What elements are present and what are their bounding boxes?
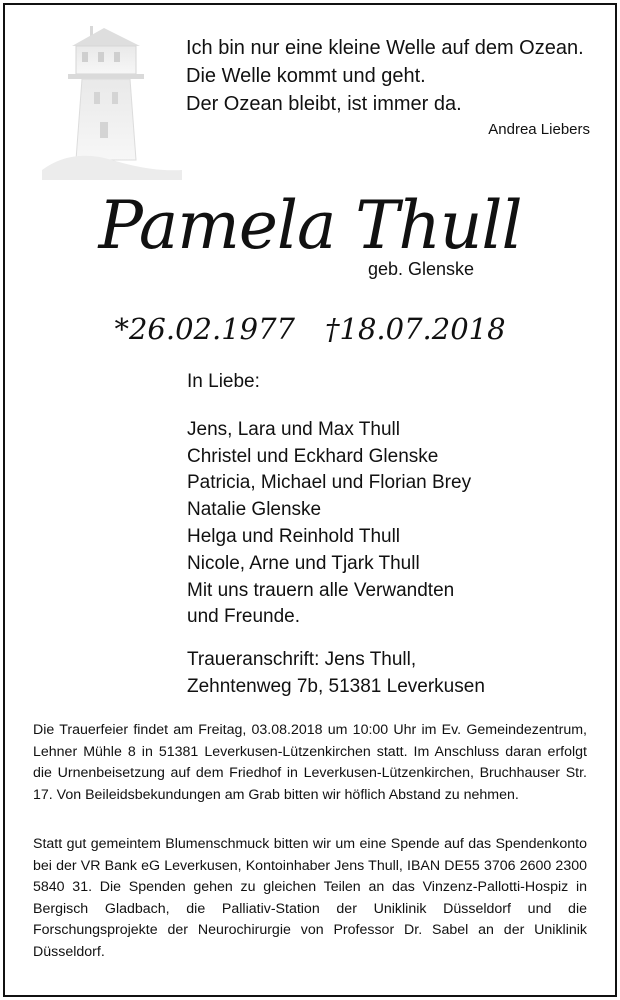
mourner-line: Nicole, Arne und Tjark Thull xyxy=(187,552,420,574)
death-date: †18.07.2018 xyxy=(325,312,506,346)
deceased-name: Pamela Thull xyxy=(98,187,522,264)
mourner-line: Patricia, Michael und Florian Brey xyxy=(187,472,472,494)
ceremony-notice: Die Trauerfeier findet am Freitag, 03.08.2018 um 10:00 Uhr im Ev. Gemeindezentrum, Lehner Mühle 8 in 51381 Leverkusen-Lützenkirchen statt. Im Anschluss daran erfolgt die Urnenbeisetzung auf dem Friedhof in Leverkusen-Lützenkirchen, Bruchhauser Str. 17. Von Beileidsbekundungen am Grab bitten wir höflich Abstand zu nehmen. xyxy=(33,722,587,803)
poem-quote xyxy=(186,34,596,118)
mourning-address xyxy=(187,647,485,701)
poem-line: Die Welle kommt und geht. xyxy=(186,65,426,87)
poem-author: Andrea Liebers xyxy=(488,121,590,138)
address-line: Traueranschrift: Jens Thull, xyxy=(187,649,417,670)
address-line: Zehntenweg 7b, 51381 Leverkusen xyxy=(187,675,485,697)
donation-notice: Statt gut gemeintem Blumenschmuck bitten wir um eine Spende auf das Spendenkonto bei der VR Bank eG Leverkusen, Kontoinhaber Jens Thull, IBAN DE55 3706 2600 2300 5840 31. Die Spenden gehen zu gleichen Teilen an das Vinzenz-Pallotti-Hospiz in Bergisch Gladbach, die Palliativ-Station der Uniklinik Düsseldorf und die Forschungsprojekte der Neurochirurgie von Professor Dr. Sabel an der Uniklinik Düsseldorf. xyxy=(33,836,587,960)
birth-date: *26.02.1977 xyxy=(114,312,295,346)
lighthouse-icon xyxy=(42,20,182,180)
poem-line: Der Ozean bleibt, ist immer da. xyxy=(186,93,462,115)
mourner-line: und Freunde. xyxy=(187,606,301,628)
life-dates xyxy=(0,312,620,346)
mourner-line: Natalie Glenske xyxy=(187,499,322,521)
mourner-line: Helga und Reinhold Thull xyxy=(187,525,401,547)
birth-name: geb. Glenske xyxy=(368,259,475,279)
mourner-line: Jens, Lara und Max Thull xyxy=(187,418,400,440)
mourner-line: Christel und Eckhard Glenske xyxy=(187,445,439,467)
poem-line: Ich bin nur eine kleine Welle auf dem Ozean. xyxy=(186,37,584,59)
mourners-intro: In Liebe: xyxy=(187,371,260,392)
mourner-line: Mit uns trauern alle Verwandten xyxy=(187,579,455,601)
mourners-list xyxy=(187,390,471,631)
